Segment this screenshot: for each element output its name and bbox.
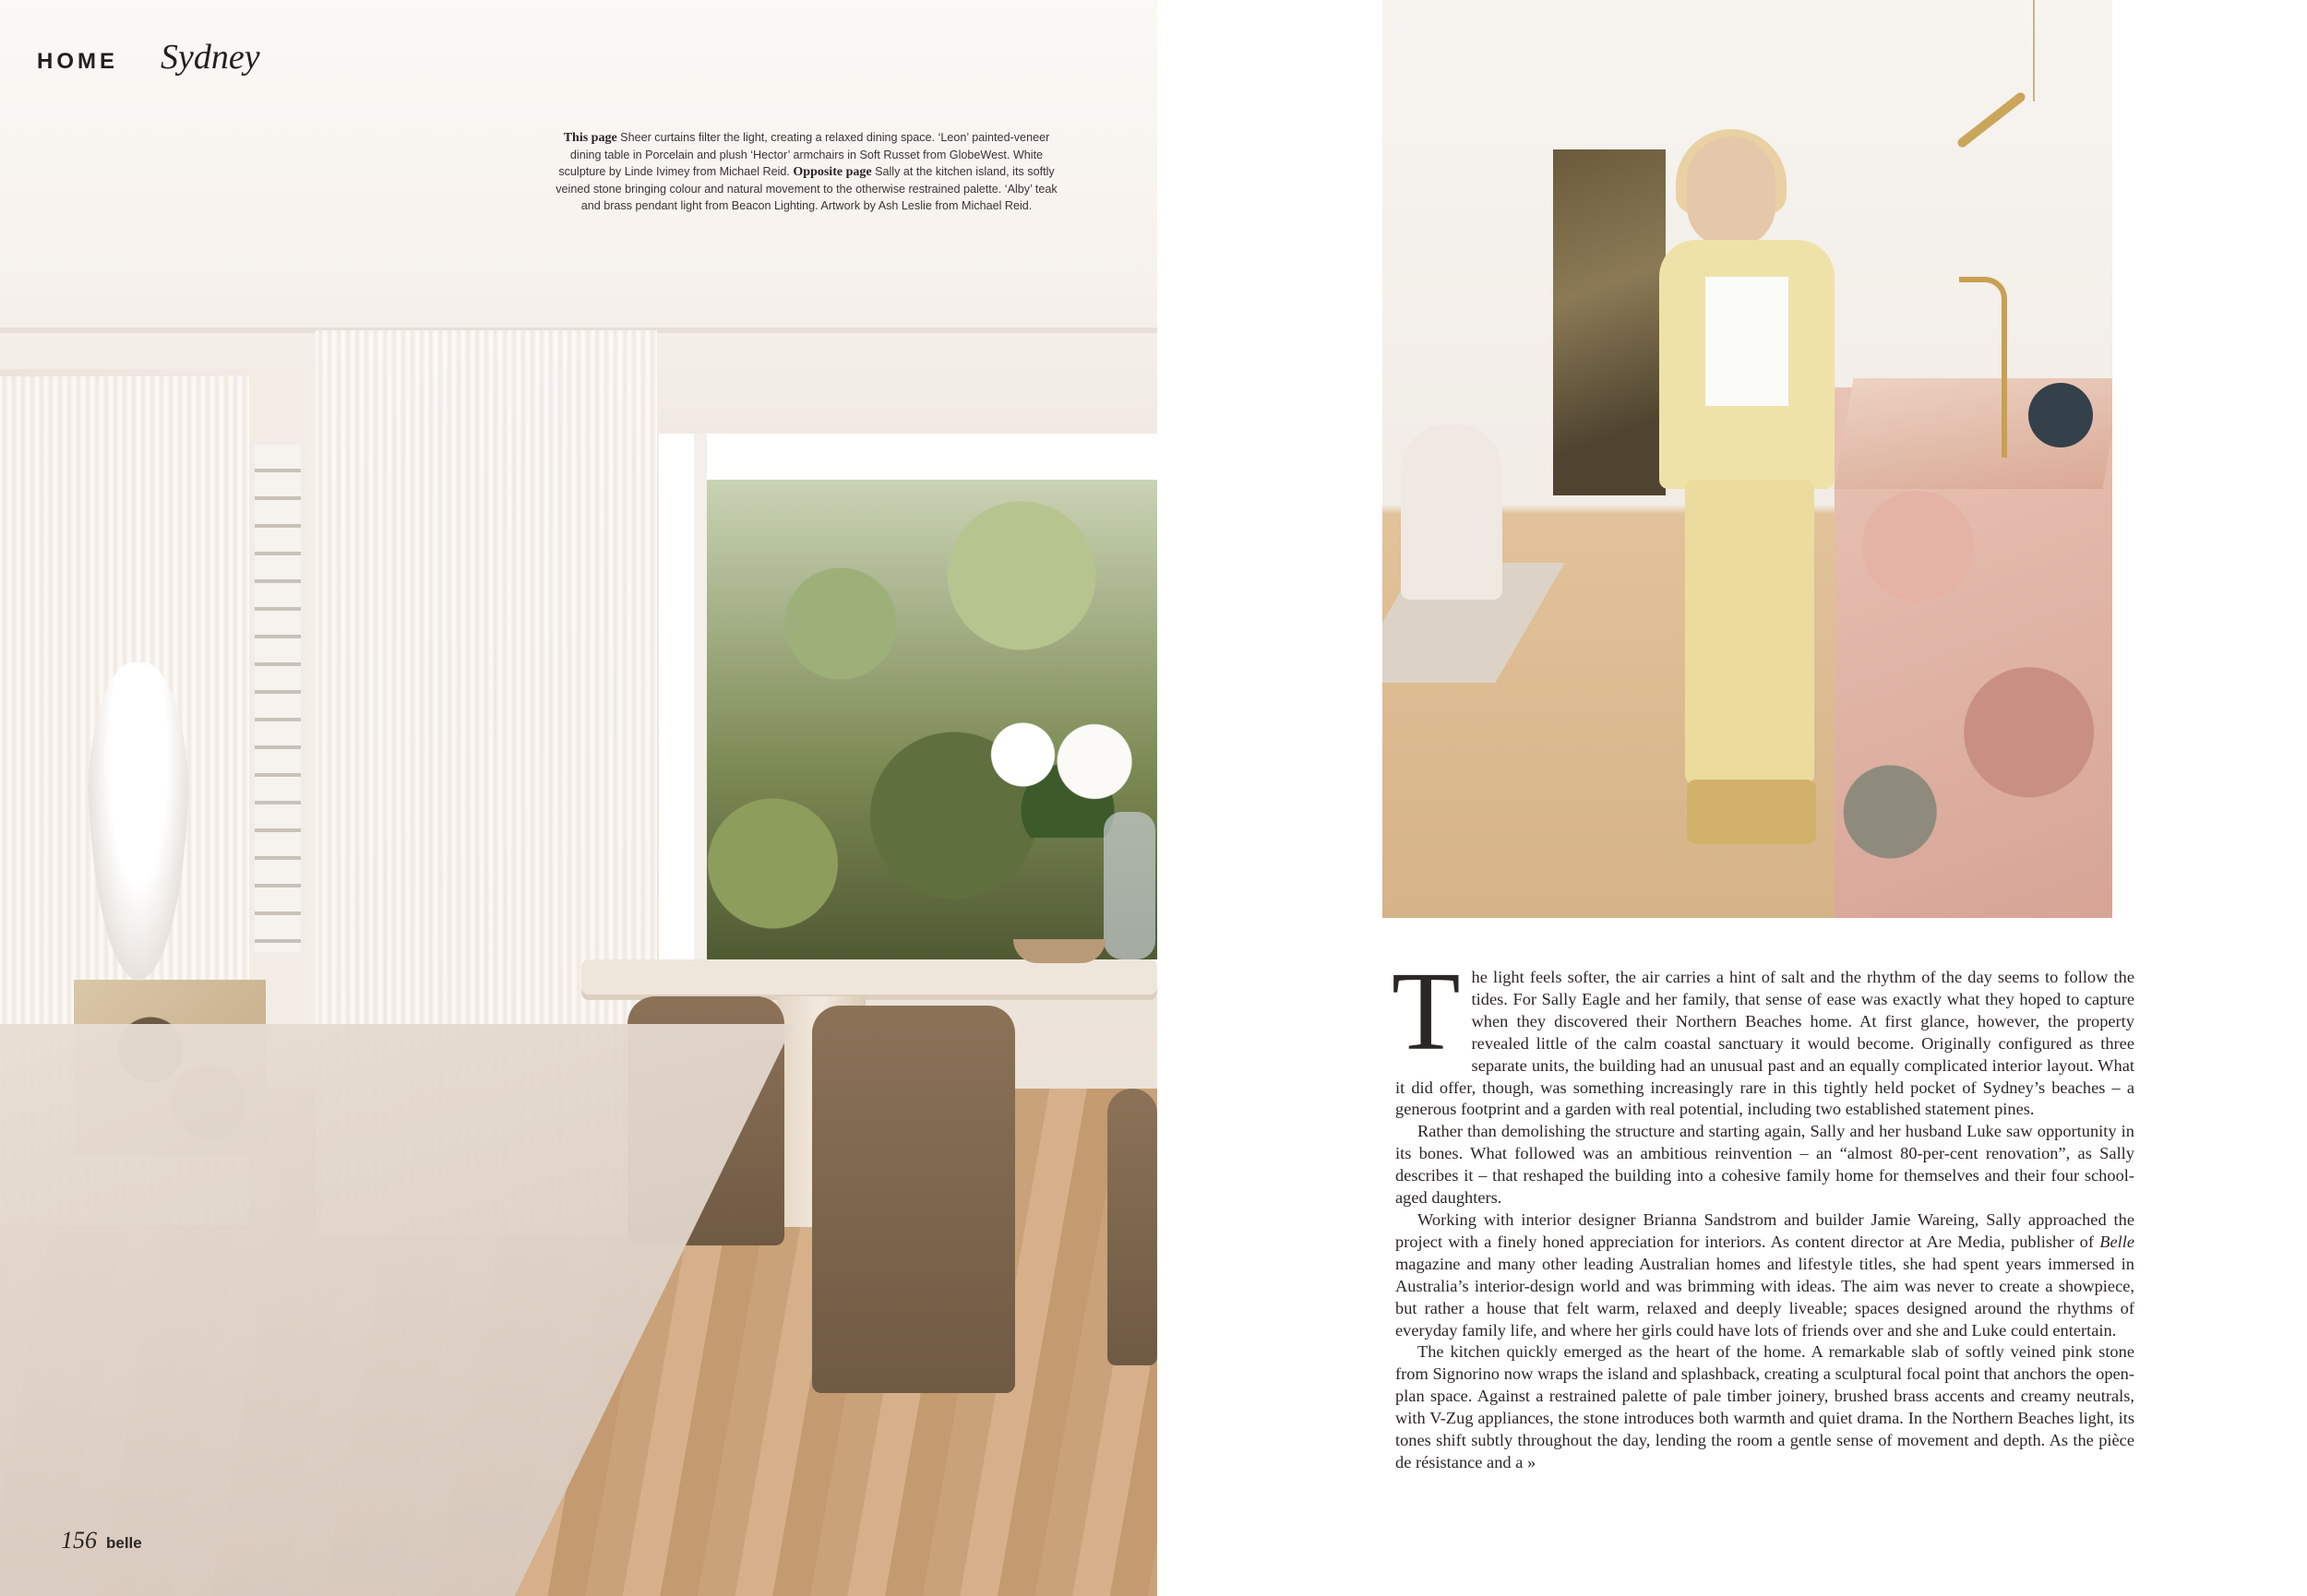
glass-vase	[1104, 812, 1155, 959]
wall-artwork	[1553, 149, 1666, 495]
white-sculpture	[88, 662, 189, 981]
article-paragraph: Rather than demolishing the structure and starting again, Sally and her husband Luke saw opportunity in its bones. What followed was an ambitious reinvention – an “almost 80-per-cent renovation”, as Sally describes it – that reshaped the building into a cohesive family home for themselves and their four school-aged daughters.	[1395, 1122, 2134, 1208]
caption-text-opposite-page: Sally at the kitchen island, its softly veined stone bringing colour and natural movement to the otherwise restrained palette. ‘Alby’ teak and brass pendant light from Beacon Lighting. Artwork by Ash Leslie from Michael Reid.	[556, 165, 1058, 212]
caption-label-opposite-page: Opposite page	[793, 165, 872, 179]
person-trousers	[1685, 480, 1814, 784]
ceramic-vessel	[2028, 383, 2093, 447]
person-face	[1687, 137, 1775, 247]
magazine-name: belle	[106, 1534, 142, 1552]
section-label: HOME	[37, 49, 118, 74]
dining-armchair	[812, 1006, 1015, 1393]
boucle-armchair	[1401, 424, 1502, 600]
brass-tap	[1959, 277, 2007, 458]
person-top	[1705, 277, 1788, 406]
article-paragraph: The light feels softer, the air carries a hint of salt and the rhythm of the day seems to follow the tides. For Sally Eagle and her family, that sense of ease was exactly what they hoped to capture when they discovered their Northern Beaches home. At first glance, however, the property revealed little of the calm coastal sanctuary it would become. Originally configured as three separate units, the building had an unusual past and an equally complicated interior layout. What it did offer, though, was something increasingly rare in this tightly held pocket of Sydney’s beaches – a generous footprint and a garden with real potential, including two established statement pines.	[1392, 949, 2134, 1119]
page-number: 156	[61, 1527, 97, 1554]
magazine-title-italic: Belle	[2099, 1232, 2134, 1251]
louver-window	[251, 441, 305, 956]
window-mullion	[694, 434, 707, 996]
article-body	[1392, 949, 2134, 1474]
section-header	[37, 37, 260, 77]
timber-bowl	[1013, 939, 1106, 963]
dining-armchair	[1107, 1089, 1157, 1365]
article-paragraph: Working with interior designer Brianna Sandstrom and builder Jamie Wareing, Sally approached the project with a finely honed appreciation for interiors. As content director at Are Media, publisher of Belle magazine and many other leading Australian homes and lifestyle titles, she had spent years immersed in Australia’s interior-design world and was brimming with ideas. The aim was never to create a showpiece, but rather a house that felt warm, relaxed and deeply liveable; spaces designed around the rhythms of everyday family life, and where her girls could have lots of friends over and she and Luke could entertain.	[1395, 1209, 2134, 1340]
section-city: Sydney	[161, 38, 260, 77]
brass-pendant-light	[1955, 90, 2026, 149]
person-shoes	[1687, 780, 1816, 844]
caption-label-this-page: This page	[563, 131, 617, 145]
drop-cap: T	[1392, 949, 1461, 1074]
caption-text-this-page: Sheer curtains filter the light, creating a relaxed dining space. ‘Leon’ painted-veneer dining table in Porcelain and plush ‘Hector’ armchairs in Soft Russet from GlobeWest. White sculpture by Linde Ivimey from Michael Reid.	[558, 131, 1050, 178]
dining-table-top	[581, 959, 1157, 995]
kitchen-portrait-photo	[1382, 0, 2112, 918]
pendant-wire	[2033, 0, 2035, 101]
page-folio	[61, 1527, 142, 1554]
page-gutter	[1157, 0, 1382, 1596]
article-paragraph: The kitchen quickly emerged as the heart of the home. A remarkable slab of softly veined pink stone from Signorino now wraps the island and splashback, creating a sculptural focal point that anchors the open-plan space. Against a restrained palette of pale timber joinery, brushed brass accents and creamy neutrals, with V-Zug appliances, the stone introduces both warmth and quiet drama. In the Northern Beaches light, its tones shift subtly throughout the day, lending the room a gentle sense of movement and depth. As the pièce de résistance and a »	[1395, 1342, 2134, 1471]
photo-caption	[548, 129, 1065, 214]
